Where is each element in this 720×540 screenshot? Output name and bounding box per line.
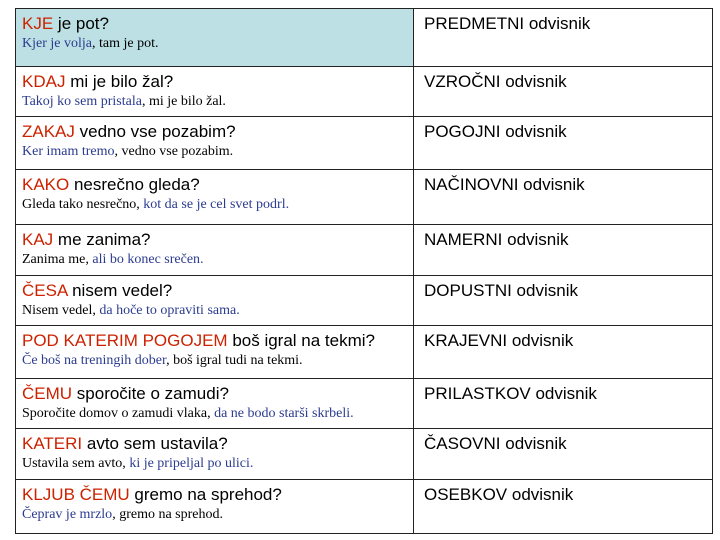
question-rest: sporočite o zamudi?: [72, 384, 229, 403]
clause-type-label: PRILASTKOV odvisnik: [424, 384, 597, 403]
example-clause-lead: Če boš na treningih dober: [22, 353, 167, 368]
example-sentence: [22, 93, 407, 110]
example-main: Zanima me,: [22, 252, 93, 267]
example-sentence: [22, 455, 407, 472]
table-row: [16, 276, 713, 326]
clause-table: [15, 8, 713, 534]
question-keyword: KATERI: [22, 434, 83, 453]
question-rest: gremo na sprehod?: [129, 485, 282, 504]
clause-type-cell: [414, 480, 713, 534]
question-text: [22, 485, 407, 505]
question-keyword: KDAJ: [22, 72, 66, 91]
clause-type-cell: [414, 276, 713, 326]
example-clause-lead: Ker imam tremo: [22, 144, 115, 159]
question-keyword: KJE: [22, 14, 54, 33]
question-cell: [16, 276, 414, 326]
example-clause-lead: Čeprav je mrzlo: [22, 507, 113, 522]
clause-type-cell: [414, 429, 713, 480]
example-sentence: [22, 251, 407, 268]
clause-type-cell: [414, 117, 713, 170]
question-text: [22, 72, 407, 92]
example-main: Sporočite domov o zamudi vlaka,: [22, 406, 215, 421]
question-rest: avto sem ustavila?: [82, 434, 228, 453]
question-keyword: ČESA: [22, 281, 68, 300]
question-text: [22, 14, 407, 34]
question-cell: [16, 326, 414, 379]
question-rest: mi je bilo žal?: [65, 72, 174, 91]
clause-type-label: DOPUSTNI odvisnik: [424, 281, 578, 300]
clause-type-cell: [414, 67, 713, 117]
question-keyword: ZAKAJ: [22, 122, 75, 141]
table-row: [16, 326, 713, 379]
example-sentence: [22, 352, 407, 369]
question-cell: [16, 117, 414, 170]
example-main: Ustavila sem avto,: [22, 456, 130, 471]
clause-type-cell: [414, 379, 713, 429]
table-row: [16, 225, 713, 276]
example-sentence: [22, 143, 407, 160]
question-text: [22, 175, 407, 195]
example-main: , vedno vse pozabim.: [114, 144, 234, 159]
question-cell: [16, 9, 414, 67]
example-sentence: [22, 506, 407, 523]
clause-type-label: ČASOVNI odvisnik: [424, 434, 567, 453]
question-cell: [16, 67, 414, 117]
question-rest: nisem vedel?: [67, 281, 173, 300]
question-rest: vedno vse pozabim?: [74, 122, 236, 141]
example-main: , mi je bilo žal.: [141, 94, 226, 109]
question-cell: [16, 480, 414, 534]
question-keyword: KLJUB ČEMU: [22, 485, 130, 504]
question-keyword: KAKO: [22, 175, 70, 194]
example-main: Gleda tako nesrečno,: [22, 197, 144, 212]
question-cell: [16, 225, 414, 276]
clause-table-body: [16, 9, 713, 534]
example-sentence: [22, 35, 407, 52]
clause-type-label: NAMERNI odvisnik: [424, 230, 569, 249]
clause-type-label: PREDMETNI odvisnik: [424, 14, 591, 33]
example-clause-trail: ki je pripeljal po ulici.: [129, 456, 254, 471]
table-row: [16, 67, 713, 117]
example-main: , tam je pot.: [91, 36, 159, 51]
clause-type-cell: [414, 225, 713, 276]
clause-type-cell: [414, 326, 713, 379]
clause-type-label: KRAJEVNI odvisnik: [424, 331, 574, 350]
question-text: [22, 384, 407, 404]
example-clause-trail: da hoče to opraviti sama.: [99, 303, 240, 318]
example-clause-lead: Kjer je volja: [22, 36, 92, 51]
clause-type-cell: [414, 170, 713, 225]
example-main: Nisem vedel,: [22, 303, 100, 318]
table-row: [16, 480, 713, 534]
example-sentence: [22, 405, 407, 422]
question-rest: boš igral na tekmi?: [227, 331, 375, 350]
table-row: [16, 117, 713, 170]
table-row: [16, 9, 713, 67]
example-clause-lead: Takoj ko sem pristala: [22, 94, 142, 109]
clause-type-label: NAČINOVNI odvisnik: [424, 175, 585, 194]
question-text: [22, 331, 407, 351]
question-rest: me zanima?: [53, 230, 151, 249]
clause-type-label: POGOJNI odvisnik: [424, 122, 567, 141]
question-keyword: ČEMU: [22, 384, 73, 403]
question-text: [22, 281, 407, 301]
clause-type-label: VZROČNI odvisnik: [424, 72, 567, 91]
example-main: , boš igral tudi na tekmi.: [166, 353, 303, 368]
question-rest: nesrečno gleda?: [69, 175, 200, 194]
table-row: [16, 170, 713, 225]
clause-type-label: OSEBKOV odvisnik: [424, 485, 574, 504]
question-cell: [16, 429, 414, 480]
question-text: [22, 434, 407, 454]
question-text: [22, 122, 407, 142]
question-text: [22, 230, 407, 250]
example-sentence: [22, 302, 407, 319]
clause-type-cell: [414, 9, 713, 67]
question-cell: [16, 379, 414, 429]
question-cell: [16, 170, 414, 225]
question-keyword: KAJ: [22, 230, 54, 249]
question-rest: je pot?: [53, 14, 109, 33]
example-sentence: [22, 196, 407, 213]
table-row: [16, 429, 713, 480]
example-clause-trail: ali bo konec srečen.: [92, 252, 204, 267]
table-row: [16, 379, 713, 429]
question-keyword: POD KATERIM POGOJEM: [22, 331, 228, 350]
example-clause-trail: da ne bodo starši skrbeli.: [214, 406, 354, 421]
example-main: , gremo na sprehod.: [112, 507, 223, 522]
example-clause-trail: kot da se je cel svet podrl.: [143, 197, 290, 212]
